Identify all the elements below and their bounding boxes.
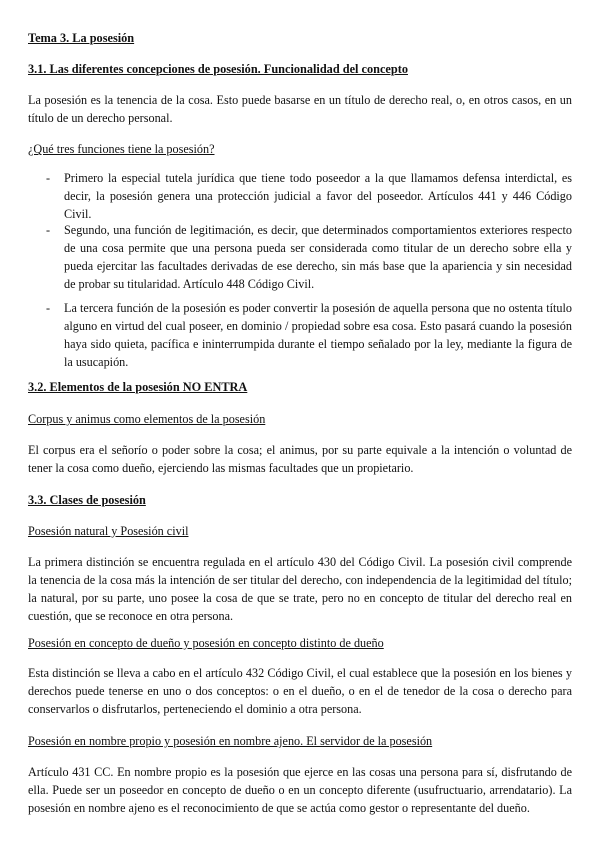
document-title: Tema 3. La posesión xyxy=(28,31,135,45)
bullet-text: Segundo, una función de legitimación, es decir, que determinados comportamientos exteriores respecto de una cosa permite que una persona pueda ser considerada como titular de un derecho sobre ella y pueda ejercitar las facultades derivadas de ese derecho, sin más base que la apariencia y sin necesidad de probar su titularidad. Artículo 448 Código Civil. xyxy=(64,223,572,291)
owner-concept-subheading: Posesión en concepto de dueño y posesión en concepto distinto de dueño xyxy=(28,636,384,650)
own-name-paragraph: Artículo 431 CC. En nombre propio es la posesión que ejerce en las cosas una persona para sí, disfrutando de ella. Puede ser un poseedor en concepto de dueño o en un concepto diferente (usufructuario, arrendatario). La posesión en nombre ajeno es el reconocimiento de que se actúa como gestor o representante del dueño. xyxy=(28,765,572,815)
section-3-1-heading: 3.1. Las diferentes concepciones de posesión. Funcionalidad del concepto xyxy=(28,62,408,76)
natural-civil-subheading: Posesión natural y Posesión civil xyxy=(28,524,189,538)
owner-concept-paragraph: Esta distinción se lleva a cabo en el artículo 432 Código Civil, el cual establece que la posesión en los bienes y derechos puede tenerse en uno o dos conceptos: o en el dueño, o en el de tenedor de la cosa o derecho para conservarlos o disfrutarlos, perteneciendo el dominio a otra persona. xyxy=(28,666,572,716)
own-name-subheading: Posesión en nombre propio y posesión en nombre ajeno. El servidor de la posesión xyxy=(28,734,433,748)
natural-civil-paragraph: La primera distinción se encuentra regulada en el artículo 430 del Código Civil. La posesión civil comprende la tenencia de la cosa más la intención de ser titular del derecho, con independencia de la legitimidad del título; la natural, por su parte, uno posee la cosa de que se trate, pero no en concepto de titular del derecho real en cuestión, que se reconoce en otra persona. xyxy=(28,555,572,623)
bullet-text: La tercera función de la posesión es poder convertir la posesión de aquella persona que no ostenta título alguno en virtud del cual poseer, en dominio / propiedad sobre esa cosa. Esto pasará cuando la posesión haya sido quieta, pacífica e ininterrumpida durante el tiempo señalado por la ley, mediante la figura de la usucapión. xyxy=(64,301,572,369)
bullet-dash: - xyxy=(46,301,51,315)
bullet-dash: - xyxy=(46,223,51,237)
function-bullet-3 xyxy=(46,299,572,371)
function-bullet-1 xyxy=(46,169,572,223)
section-3-2-subheading: Corpus y animus como elementos de la posesión xyxy=(28,412,266,426)
section-3-2-heading: 3.2. Elementos de la posesión NO ENTRA xyxy=(28,380,248,394)
section-3-3-heading: 3.3. Clases de posesión xyxy=(28,493,146,507)
bullet-text: Primero la especial tutela jurídica que tiene todo poseedor a la que llamamos defensa interdictal, es decir, la posesión genera una protección judicial a favor del poseedor. Artículos 441 y 446 Código Civil. xyxy=(64,171,572,221)
functions-question: ¿Qué tres funciones tiene la posesión? xyxy=(28,142,215,156)
bullet-dash: - xyxy=(46,171,51,185)
section-3-1-intro: La posesión es la tenencia de la cosa. Esto puede basarse en un título de derecho real, o, en otros casos, en un título de un derecho personal. xyxy=(28,93,572,125)
section-3-2-paragraph: El corpus era el señorío o poder sobre la cosa; el animus, por su parte equivale a la intención o voluntad de tener la cosa como dueño, ejerciendo las mismas facultades que un propietario. xyxy=(28,443,572,475)
function-bullet-2 xyxy=(46,221,572,293)
